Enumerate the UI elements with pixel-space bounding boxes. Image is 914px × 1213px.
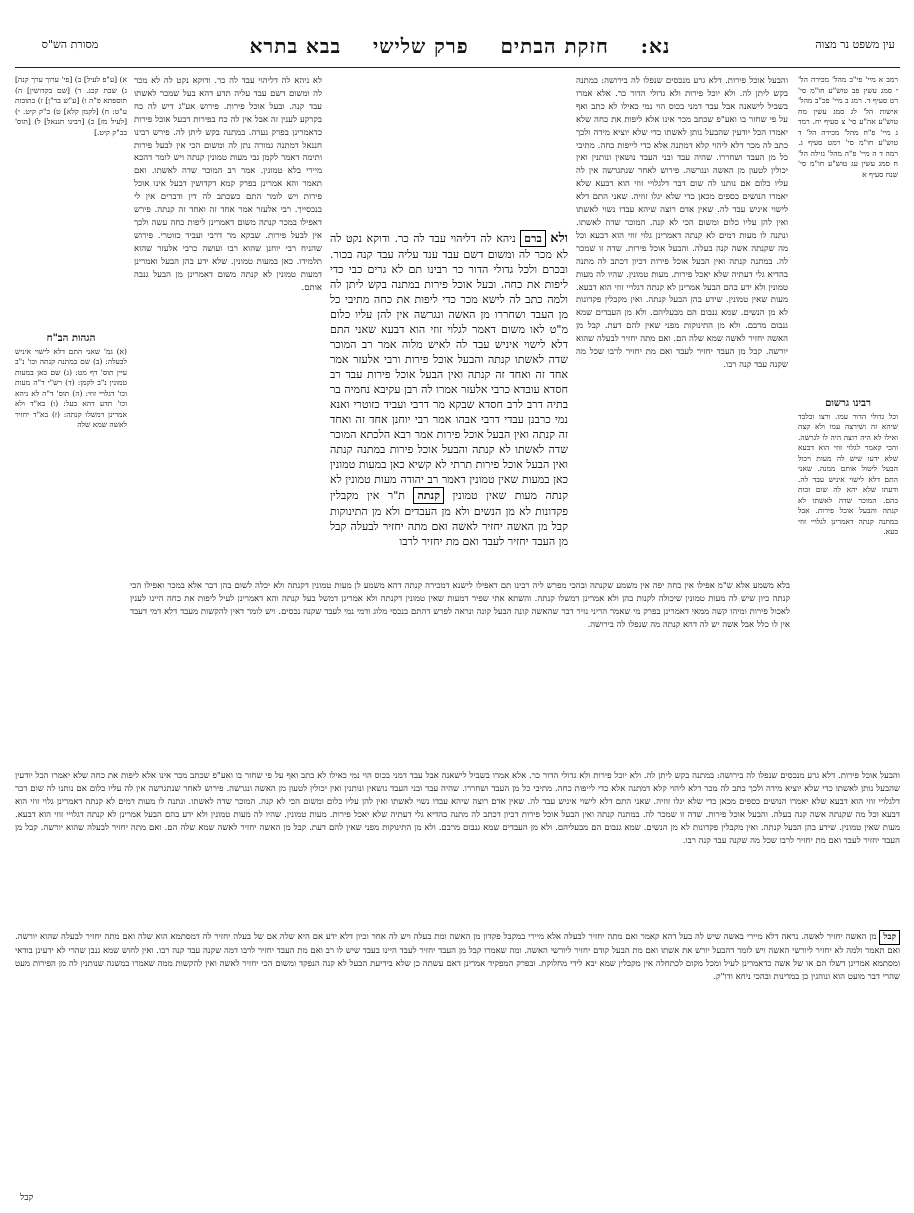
header-rule: [15, 67, 900, 68]
tosafot-closing-block: [15, 930, 900, 1195]
masoret-refs: א) [ע"פ לעיל] ב) [פי' ערוך ערך קנה] ג) שבת קכג. ד) [שם בקדושין] ה) תוספתא פ"ה ו) [ע"ש בר"ן] ז) כתובות ע"ט: ח) [לקמן קלא] ט) ב"ק קיט. י) [לעיל מז] כ) [רבינו חננאל] ל) [תוס' בב"ק קיט.]: [15, 75, 127, 137]
closing-text: מן האשה יחזיר לאשה. נראה דלא מיירי באשה שיש לה בעל דהא קאמר ואם מתה יחזיר לבעלה אלא מיירי במקבל פקדון מן האשה ומת בעלה ויש לה אחר וכיון דלא ידע אם היא שלה אם של בעלה יחזיר לה דמסתמא הוא שלה ואם מתה יחזיר לבעלה שהוא יורשה. ואם תאמר ולמה לא יחזיר ליורשי האשה ויש לומר דהבעל יורש את אשתו ואם מת הבעל קודם יחזיר ליורשי האשה. ומה שאמרו קבל מן העבד יחזיר לעבד היינו בעבד שיש לו רב ואם מת העבד יחזיר לרבו דמה שקנה עבד קנה רבו. ואין לחוש שמא גנבן שהרי לא ידעינן בודאי ומסתמא אמרינן דשלו הם או של אשה כדאמרינן לעיל ומכל מקום לכתחלה אין מקבלין שמא יבא לידי מחלוקת. ובפרק המפקיד אמרינן דאם עשתה כן שלא בידיעת הבעל לא קנה הנפקד ומשום הכי יחזיר לאשה ואין להקשות ממה שאמרו במשנה שנותנין לה מן הפירות מעט שהרי דבר מועט הוא ונוהגין כן במדינות ובהכי ניחא ודו"ק.: [15, 932, 900, 982]
daf-number: נא:: [640, 34, 671, 58]
rashi-text: והבעל אוכל פירות. דלא גרע מנכסים שנפלו לה בירושה: במתנה בקש ליתן לה. ולא יוכל פירות ולא גדולי הדור כר. אלא אמרו בשביל לישאנה אבל עבד דמני בכוס הוי נמי כאילו לא כתב ואף על פי שחזר בו ואע"פ שכתב מכר אינו אלא ליפות את כחה שלא יאמרו הכל יודעין שהבעל נותן לאשתו כדי שלא יוציא מידה ולכך כתב לה מכר דלא ליהוי קלא דמתנה אלא כדי לייפות כחה. מתיבי כל מן העבד ושחררו. שהיה עבד ובני העבד נושאין ונותנין ואין יכולין לטעון מן האשה ונגרשה. פירוש לאחר שנתגרשה אין לה עליו כלום אם נותנו לה שום דבר דלגלויי זוזי הוא דבעא שלא יאמרו הנושים כספים מכאן כדי שלא יגלו זוזיה. שאני התם דלא לישוי איניש עבד לה. שאין אדם רוצה שיהא עבדו נשוי לאשתו ואין להן עליו כלום ומשום הכי לא קנה. המוכר שדה לאשתו. ונתנה לו מעות דמים לא קנתה דאמרינן גלוי זוזי הוא דבעא וכל מה שקנתה אשה קנה בעלה. והבעל אוכל פירות. שדה זו שמכר לה. במתנה קנתה ואין הבעל אוכל פירות דכיון דכתב לה מתנה בהדיא גלי דעתיה שלא יאכל פירות. מעות טמונין. שהיו לה מעות טמונין ולא ידע בהם הבעל אמרינן לא קנתה דגלויי זוזי הוא דבעא. מעות שאין טמונין. שידע בהן הבעל קנתה. ואין מקבלין פקדונות לא מן הנשים. שמא גנבום הם מבעליהם. ולא מן העבדים שמא גנבום מרבם. ולא מן התינוקות מפני שאין להם דעת. קבל מן האשה יחזיר לאשה שמא שלה הם. ואם מתה יחזיר לבעלה שהוא יורשה. קבל מן העבד יחזיר לעבד ואם מת יחזיר לרבו שכל מה שקנה עבד קנה רבו.: [576, 76, 788, 370]
gemara-opening-word: ולא: [550, 231, 568, 246]
hagahot-text: (א) גמ' שאני התם דלא לישוי איניש לבעלה: (ב) שם במתנה קנתה וכו' נ"ב עיין תוס' דף מט: (ג) שם כאן במעות טמונין נ"ב לקמן: (ד) רש"י ד"ה מעות וכו' דגלויי זוזי: (ה) תוס' ד"ה לא ניהא וכו' תדע דהא בעל: (ו) בא"ד ולא אמרינן דמשלו קנתה: (ז) בא"ד יחזיר לאשה שמא שלה: [15, 346, 127, 429]
page-title: [240, 34, 680, 59]
gemara-boxed-word: ברם: [520, 230, 546, 247]
rabbeinu-gershom-text: וכל גדולי הדור עמו. ורצו ובלבד שיהא זה ושירצה עמו ולא קצה ואילו לא היה רוצה היה לו לגרשה. והכי קאמר לגלוי זוזי הוא דבעא שלא ידעו שיש לה מעות ויכול הבעל ליטול אותם ממנה. שאני התם דלא לישוי איניש עבד לה. ודעתו שלא יהא לה שום זכות בהם. המוכר שדה לאשתו לא קנתה והבעל אוכל פירות. אבל במתנה קנתה דאמרינן לגלויי זוזי בעא.: [798, 411, 898, 536]
gemara-column: [330, 230, 568, 575]
ein-mishpat-refs: רמב א מיי' פי"ב מהל' מכירה הל' י סמג עשין פב טוש"ע חו"מ סי' רט סעיף ד. רמג ב מיי' פכ"ב מהל' אישות הל' לג סמג עשין מח טוש"ע אה"ע סי' צ סעיף יח. רמד ג מיי' פ"ח מהל' מכירה הל' ד טוש"ע חו"מ סי' רמט סעיף ג. רמה ד ה מיי' פ"ה מהל' גזילה הל' ח סמג עשין עג טוש"ע חו"מ סי' שנח סעיף א: [798, 75, 898, 179]
ein-mishpat-label: עין משפט נר מצוה: [815, 38, 895, 51]
tosafot-text: לא ניהא לה דליהוי עבד לה כר. ודוקא נקט לה לא מכר לה ומשום דשם עבד עליה תדע דהא בעל שמכר לאשתו עבד קנה. ובעל אוכל פירות. פירוש אע"ג דיש לה כח בקרקע לענין זה אבל אין לה כח בפירות דבעל אוכל פירות כדאמרינן בפרק נערה. במתנה בקש ליתן לה. פירש רבינו חננאל דמתנה גמורה נתן לה ומשום הכי אין לבעל פירות ותימה דאמר לקמן גבי מעות טמונין קנתה ויש לומר דהכא מיירי בלא טמונין. אמר רב המוכר שדה לאשתו. ואם תאמר והא אמרינן בפרק קמא דקדושין דבעל אינו אוכל פירות ויש לומר התם כשכתב לה דין ודברים אין לי בנכסייך. רבי אלעזר אמר אחד זה ואחד זה קנתה. פירש דאפילו במכר קנתה משום דאמרינן ליפות כחה עשה ולכך אין לבעל פירות. שבקא מר דרבי ועביד כזוטרי. פירוש שהניח רבי יוחנן שהוא רבו ועושה כרבי אלעזר שהוא תלמידו. כאן במעות טמונין. שלא ידע בהן הבעל ואמרינן דמעות טמונין לא קנתה משום דאמרינן מן הבעל גנבה אותם.: [134, 76, 322, 293]
hagahot-title: הגהות הב"ח: [46, 333, 96, 344]
hagahot-column: [15, 330, 127, 630]
tosafot-wide-block: [15, 770, 900, 925]
tosafot-column: [134, 75, 322, 575]
gemara-body: [330, 230, 568, 549]
rabbeinu-gershom-title: רבינו גרשום: [825, 398, 871, 409]
rabbeinu-gershom-column: [798, 395, 898, 745]
masoret-column: [15, 75, 127, 325]
tosafot-wide-text: בלא משמע אלא ש"מ אפילו אין כחה יפה אין משמע שקנתה ובהכי מפרש ליה רבינו תם דאפילו לישנא דמכירה קנתה דהא משמע לן מעות טמונין דקנתה ולא יכלה לשום בהן דבר אלא במכר ואפילו הכי קנתה כיון שיש לה מעות טמונין שיכולה לקנות בהן ולא אמרינן דמשלו קנתה. והשתא אתי שפיר דמעות שאין טמונין דקנתה ולא אמרינן דמשל בעל קנתה והא דאמרינן לעיל ליפות את כחה היינו לענין לאכול פירות ומיהו קשה ממאי דאמרינן בפרק מי שאמר הריני נזיר דבר שהאשה קונה הבעל קונה ונראה לפרש דהתם בנכסי מלוג ודמי נמי לעבד שקנה נכסים. ויש לומר דאין להקשות מעבד דלא דמי דעבד אין לו כלל אבל אשה יש לה דהא קנתה מה שנפלו לה בירושה.: [130, 581, 790, 630]
masoret-hashas-label: מסורת הש"ס: [41, 38, 99, 51]
tosafot-wide-repeat: והבעל אוכל פירות. דלא גרע מנכסים שנפלו לה בירושה: במתנה בקש ליתן לה. ולא יוכל פירות ולא גדולי הדור כר. אלא אמרו בשביל לישאנה אבל עבד דמני בכוס הוי נמי כאילו לא כתב ואף על פי שחזר בו ואע"פ שכתב מכר אינו אלא ליפות את כחה שלא יאמרו הכל יודעין שהבעל נותן לאשתו כדי שלא יוציא מידה ולכך כתב לה מכר דלא ליהוי קלא דמתנה אלא כדי לייפות כחה. מתיבי כל מן העבד ושחררו. שהיה עבד ובני העבד נושאין ונותנין ואין יכולין לטעון מן האשה ונגרשה. פירוש לאחר שנתגרשה אין לה עליו כלום אם נותנו לה שום דבר דלגלויי זוזי הוא דבעא שלא יאמרו הנושים כספים מכאן כדי שלא יגלו זוזיה. שאני התם דלא לישוי איניש עבד לה. שאין אדם רוצה שיהא עבדו נשוי לאשתו ואין להן עליו כלום ומשום הכי לא קנה. המוכר שדה לאשתו. ונתנה לו מעות דמים לא קנתה דאמרינן גלוי זוזי הוא דבעא וכל מה שקנתה אשה קנה בעלה. והבעל אוכל פירות. שדה זו שמכר לה. במתנה קנתה ואין הבעל אוכל פירות דכיון דכתב לה מתנה בהדיא גלי דעתיה שלא יאכל פירות. מעות טמונין. שהיו לה מעות טמונין ולא ידע בהם הבעל אמרינן לא קנתה דגלויי זוזי הוא דבעא. מעות שאין טמונין. שידע בהן הבעל קנתה. ואין מקבלין פקדונות לא מן הנשים. שמא גנבום הם מבעליהם. ולא מן העבדים שמא גנבום מרבם. ולא מן התינוקות מפני שאין להם דעת. קבל מן האשה יחזיר לאשה שמא שלה הם. ואם מתה יחזיר לבעלה שהוא יורשה. קבל מן העבד יחזיר לעבד ואם מת יחזיר לרבו שכל מה שקנה עבד קנה רבו.: [15, 771, 900, 846]
catchword: קבל: [20, 1193, 34, 1203]
page-header: [0, 30, 914, 70]
perek-number: פרק שלישי: [373, 34, 469, 58]
tosafot-continuation: [130, 580, 790, 765]
tosafot-closing: [15, 930, 900, 984]
chapter-name: חזקת הבתים: [500, 34, 609, 58]
tractate-name: בבא בתרא: [249, 34, 342, 58]
gemara-tail: ת"ר אין מקבלין פקדונות לא מן הנשים ולא מן העבדים ולא מן התינוקות קבל מן האשה יחזיר לאשה ואם מתה יחזיר לבעלה קבל מן העבד יחזיר לעבד ואם מת יחזיר לרבו: [330, 489, 568, 548]
closing-boxed-label: קבל: [879, 930, 900, 945]
gemara-boxed-kanta: קנתה: [413, 487, 444, 504]
ein-mishpat-column: [798, 75, 898, 395]
gemara-text: ניהא לה דליהוי עבד לה כר. ודוקא נקט לה לא מכר לה ומשום דשם עבד ענד עליה עבד קנה בכור. ובכרם ולכל גדולי הדור כר רבינו תם לא גרים כבי כדי ליפות את כחה. ובעל אוכל פירות במתנה בקש ליתן לה ולמה כתב לה לישא מכר כדי ליפות את כחה מתיבי כל מן העבד ושחררו מן האשה ונגרשה אין להן עליו כלום מ"ט לאו משום דאמר לגלוי זוזי הוא דבעא שאני התם דלא לישוי איניש עבד לה לאיש מלוה אמר רב המוכר שדה לאשתו קנתה והבעל אוכל פירות ורבי אלעזר אמר אחד זה ואחד זה קנתה ואין הבעל אוכל פירות עבד רב חסדא עובדא כרבי אלעזר אמרו לה רבן עקיבא נחמיה בר בתיה דרב לרב חסדא שבקא מר דרבי ועביד כזוטרי ואנא נמי כרבנן עבדי דרבי אבהו אמר רבי יוחנן אחד זה ואחד זה קנתה ואין הבעל אוכל פירות אמר רבא הלכתא המוכר שדה לאשתו לא קנתה והבעל אוכל פירות במתנה קנתה ואין הבעל אוכל פירות תרתי לא קשיא כאן במעות טמונין כאן במעות שאין טמונין דאמר רב יהודה מעות טמונין לא קנתה מעות שאין טמונין: [330, 232, 568, 502]
